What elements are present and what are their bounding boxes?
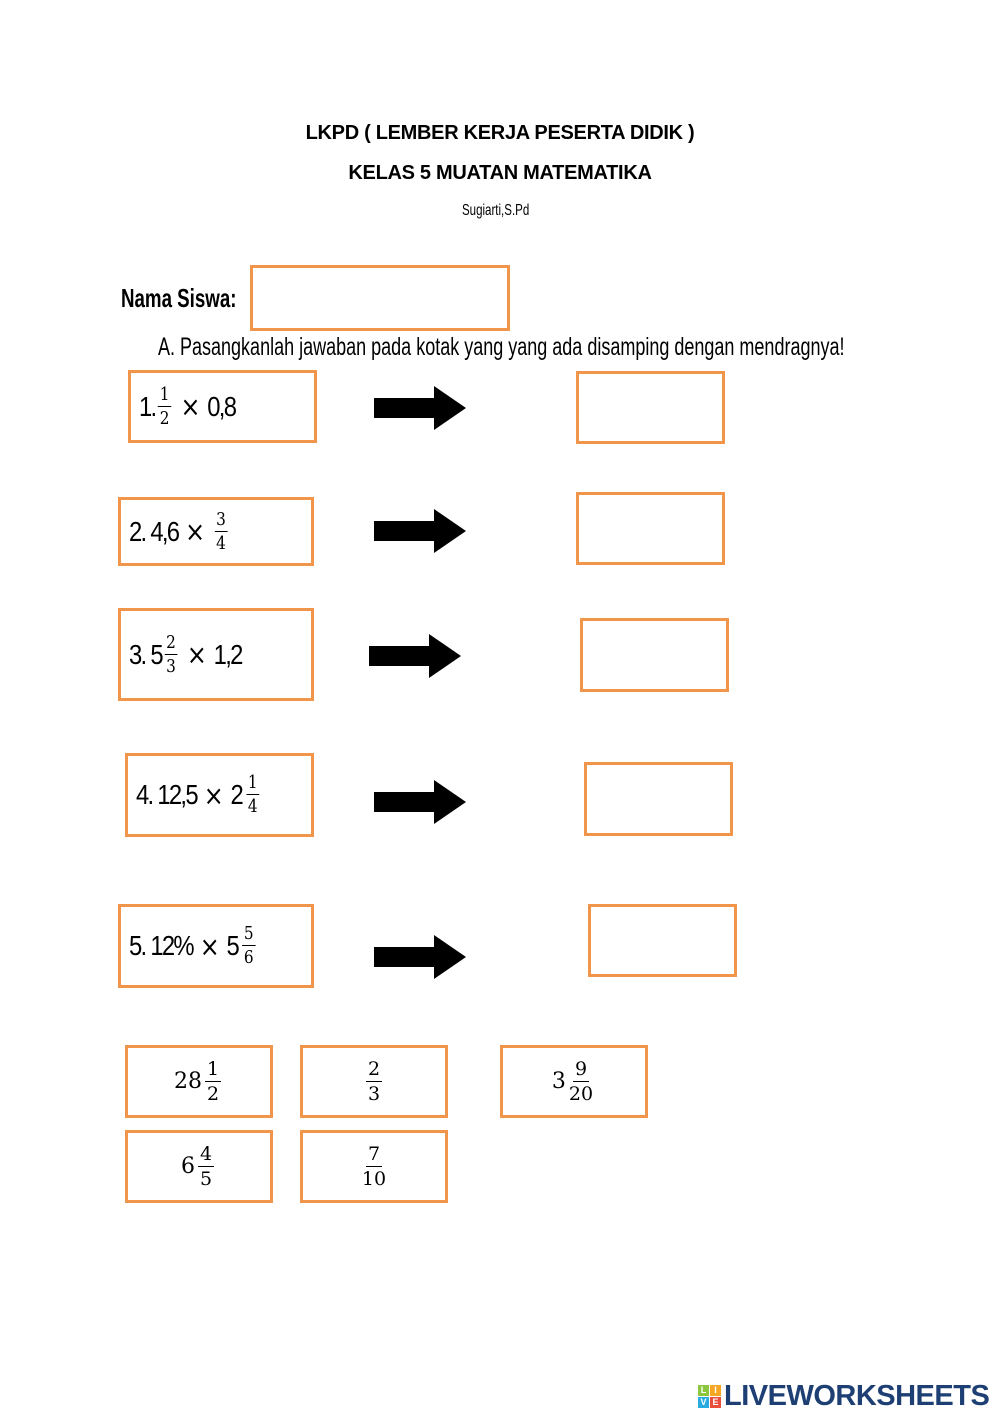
numerator: 3 — [216, 508, 226, 530]
fraction — [568, 1057, 594, 1105]
answer-option-draggable[interactable] — [500, 1045, 648, 1118]
worksheet-subtitle: KELAS 5 MUATAN MATEMATIKA — [348, 162, 652, 184]
denominator: 2 — [206, 1082, 220, 1105]
worksheet-title: LKPD ( LEMBER KERJA PESERTA DIDIK ) — [305, 122, 695, 144]
question-3 — [118, 608, 314, 701]
multiply-sign: × — [199, 929, 220, 963]
answer-drop-zone-1[interactable] — [576, 371, 725, 444]
whole-number: 3 — [551, 1069, 566, 1094]
numerator: 7 — [367, 1142, 381, 1165]
denominator: 20 — [568, 1082, 594, 1105]
question-prefix: 4. 12,5 — [136, 779, 197, 810]
answer-option-draggable[interactable] — [300, 1130, 448, 1203]
whole-number: 28 — [173, 1069, 202, 1094]
fraction — [366, 1057, 382, 1105]
question-1 — [128, 370, 317, 443]
student-name-input[interactable] — [250, 265, 510, 331]
numerator: 9 — [574, 1057, 588, 1080]
fraction — [198, 1142, 214, 1190]
liveworksheets-logo — [698, 1380, 989, 1413]
arrow-right-icon — [374, 780, 466, 824]
question-5 — [118, 904, 314, 988]
denominator: 6 — [243, 947, 254, 968]
fraction — [246, 774, 259, 816]
answer-drop-zone-2[interactable] — [576, 492, 725, 565]
whole-number: 5 — [226, 930, 240, 961]
question-prefix: 2. 4,6 — [129, 515, 179, 547]
numerator: 1 — [247, 772, 258, 793]
whole-number: 6 — [180, 1154, 195, 1179]
multiply-sign: × — [203, 778, 224, 812]
denominator: 5 — [199, 1167, 213, 1190]
logo-tiles-icon — [698, 1385, 721, 1408]
numerator: 2 — [367, 1057, 381, 1080]
answer-option-draggable[interactable] — [300, 1045, 448, 1118]
multiply-sign: × — [185, 515, 206, 548]
fraction — [361, 1142, 387, 1190]
logo-tile: E — [710, 1397, 721, 1408]
denominator: 2 — [159, 407, 170, 429]
answer-drop-zone-4[interactable] — [584, 762, 733, 836]
question-prefix: 1. — [139, 390, 156, 422]
operand: 0,8 — [207, 390, 236, 422]
answer-drop-zone-3[interactable] — [580, 618, 729, 692]
fraction — [205, 1057, 221, 1105]
numerator: 4 — [199, 1142, 213, 1165]
fraction — [214, 508, 227, 554]
arrow-right-icon — [369, 634, 461, 678]
arrow-right-icon — [374, 386, 466, 430]
numerator: 2 — [166, 631, 176, 653]
denominator: 3 — [367, 1082, 381, 1105]
author-text: Sugiarti,S.Pd — [462, 202, 530, 219]
numerator: 5 — [243, 923, 254, 944]
instruction — [158, 333, 1000, 362]
fraction — [164, 631, 177, 677]
question-prefix: 3. 5 — [129, 638, 162, 670]
fraction — [158, 383, 171, 429]
answer-drop-zone-5[interactable] — [588, 904, 737, 977]
question-prefix: 5. 12% — [129, 930, 193, 961]
instruction-text: A. Pasangkanlah jawaban pada kotak yang yang ada disamping dengan mendragnya! — [158, 333, 845, 361]
numerator: 1 — [206, 1057, 220, 1080]
logo-tile: L — [698, 1385, 709, 1396]
answer-option-draggable[interactable] — [125, 1130, 273, 1203]
question-4 — [125, 753, 314, 837]
operand: 1,2 — [213, 638, 242, 670]
answer-option-draggable[interactable] — [125, 1045, 273, 1118]
denominator: 4 — [247, 796, 258, 817]
logo-tile: I — [710, 1385, 721, 1396]
numerator: 1 — [159, 383, 170, 405]
fraction — [242, 925, 255, 967]
author — [462, 202, 555, 220]
question-2 — [118, 497, 314, 566]
arrow-right-icon — [374, 509, 466, 553]
student-name-label-text: Nama Siswa: — [121, 283, 237, 313]
multiply-sign: × — [186, 638, 207, 671]
logo-tile: V — [698, 1397, 709, 1408]
multiply-sign: × — [180, 390, 201, 423]
whole-number: 2 — [230, 779, 244, 810]
arrow-right-icon — [374, 935, 466, 979]
logo-text: LIVEWORKSHEETS — [724, 1380, 990, 1412]
denominator: 4 — [216, 532, 226, 554]
denominator: 3 — [166, 655, 176, 677]
denominator: 10 — [361, 1167, 387, 1190]
